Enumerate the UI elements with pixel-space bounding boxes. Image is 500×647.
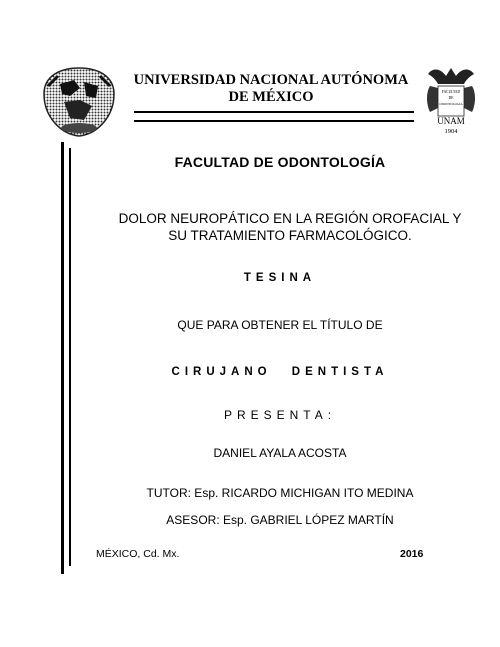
document-type: TESINA [243, 272, 317, 284]
thesis-title [70, 210, 500, 244]
seal-line2: DE [448, 96, 454, 100]
thesis-title-line2: SU TRATAMIENTO FARMACOLÓGICO. [168, 228, 412, 243]
university-name: UNIVERSIDAD NACIONAL AUTÓNOMA DE MÉXICO [133, 72, 409, 105]
header-rule-bottom [134, 120, 414, 122]
seal-line3: ODONTOLOGÍA [439, 102, 463, 106]
tutor-line: TUTOR: Esp. RICARDO MICHIGAN ITO MEDINA [146, 486, 414, 500]
degree-purpose: QUE PARA OBTENER EL TÍTULO DE [177, 318, 383, 332]
advisor-line: ASESOR: Esp. GABRIEL LÓPEZ MARTÍN [166, 513, 394, 527]
seal-year: 1904 [444, 128, 458, 135]
place-label: MÉXICO, Cd. Mx. [96, 548, 180, 560]
margin-rule-outer [61, 142, 64, 574]
year-label: 2016 [400, 548, 424, 560]
seal-line1: FACULTAD [441, 90, 461, 94]
faculty-eagle-seal-icon [424, 62, 478, 136]
seal-name: UNAM [437, 116, 465, 126]
presents-label: PRESENTA: [223, 408, 337, 422]
degree-name: CIRUJANO DENTISTA [171, 366, 389, 378]
author-name: DANIEL AYALA ACOSTA [213, 446, 347, 460]
header-rule-top [134, 111, 414, 113]
thesis-title-line1: DOLOR NEUROPÁTICO EN LA REGIÓN OROFACIAL Y [118, 211, 462, 226]
faculty-name: FACULTAD DE ODONTOLOGÍA [174, 154, 386, 170]
unam-coat-of-arms-icon [40, 66, 118, 138]
